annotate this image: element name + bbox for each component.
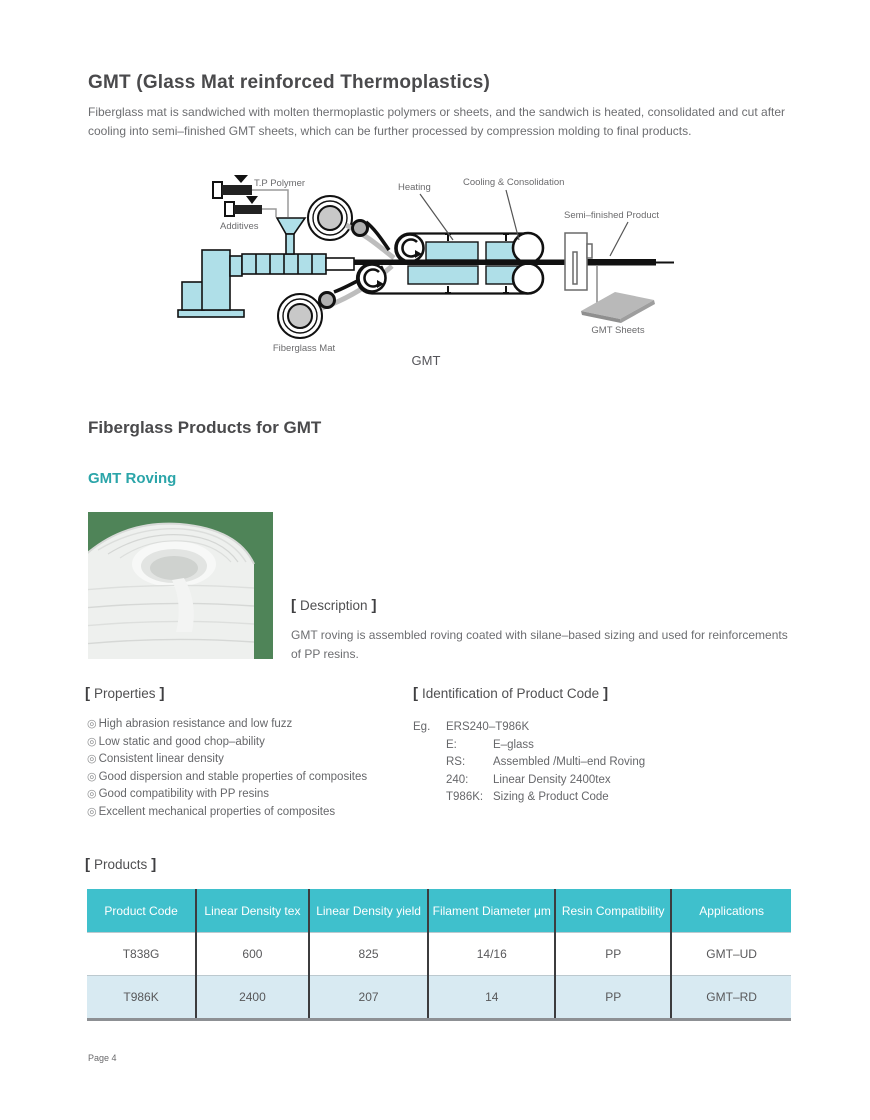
- ring-bullet-icon: ◎: [87, 735, 97, 748]
- code-row: 240: Linear Density 2400tex: [446, 773, 611, 786]
- product-subheading: GMT Roving: [88, 470, 177, 487]
- properties-heading: [ Properties ]: [85, 685, 165, 702]
- bracket-left: [: [85, 685, 90, 702]
- column-header: Linear Density tex: [196, 889, 309, 933]
- identification-block: [413, 719, 793, 807]
- guide-roll-bottom-icon: [320, 293, 335, 308]
- description-text: GMT roving is assembled roving coated with silane–based sizing and used for reinforcements of PP resins.: [291, 628, 788, 661]
- gmt-sheet-icon: [581, 292, 655, 323]
- additives-feeder-icon: [225, 196, 262, 216]
- label-tp-polymer: T.P Polymer: [254, 178, 306, 189]
- tp-polymer-feeder-icon: [213, 175, 252, 198]
- intro-paragraph: Fiberglass mat is sandwiched with molten thermoplastic polymers or sheets, and the sandwich is heated, consolidated and cut after cooling into semi–finished GMT sheets, which can be further processed by compression molding to final products.: [88, 105, 786, 138]
- code-row: E: E–glass: [446, 738, 534, 751]
- product-strip-right: [580, 259, 656, 266]
- bracket-right: ]: [603, 685, 609, 702]
- identification-heading: [ Identification of Product Code ]: [413, 685, 609, 702]
- column-header: Product Code: [87, 889, 196, 933]
- gmt-roving-photo: [88, 512, 273, 659]
- fiberglass-mat-roll-top-icon: [308, 196, 352, 240]
- bracket-left: [: [85, 856, 90, 873]
- section-title: Fiberglass Products for GMT: [88, 418, 322, 437]
- column-header: Linear Density yield: [309, 889, 429, 933]
- description-heading: [ Description ]: [291, 597, 377, 614]
- table-header-row: [87, 889, 791, 933]
- table-row: T838G 600 825 14/16 PP GMT–UD: [87, 933, 791, 976]
- bracket-left: [: [413, 685, 418, 702]
- code-row: T986K: Sizing & Product Code: [446, 791, 609, 803]
- gmt-process-diagram: [176, 170, 676, 370]
- ring-bullet-icon: ◎: [87, 718, 97, 730]
- ring-bullet-icon: ◎: [87, 770, 97, 783]
- bracket-right: ]: [159, 685, 165, 702]
- ring-bullet-icon: ◎: [87, 753, 97, 765]
- label-heating: Heating: [398, 182, 431, 193]
- bracket-left: [: [291, 597, 296, 614]
- column-header: Applications: [671, 889, 791, 933]
- leader-semi-finished: [610, 222, 628, 256]
- feed-line-2: [262, 209, 276, 217]
- diagram-caption: GMT: [411, 353, 441, 368]
- page-number: Page 4: [88, 1053, 117, 1063]
- list-item: ◎ Consistent linear density: [87, 753, 224, 765]
- properties-list: [87, 716, 417, 821]
- column-header: Resin Compatibility: [555, 889, 671, 933]
- table-row: T986K 2400 207 14 PP GMT–RD: [87, 976, 791, 1020]
- fiberglass-mat-roll-bottom-icon: [278, 294, 322, 338]
- list-item: ◎ High abrasion resistance and low fuzz: [87, 718, 293, 730]
- label-cooling: Cooling & Consolidation: [463, 177, 565, 188]
- label-gmt-sheets: GMT Sheets: [591, 325, 645, 336]
- example-code-row: Eg. ERS240–T986K: [413, 719, 793, 737]
- ring-bullet-icon: ◎: [87, 805, 97, 818]
- ring-bullet-icon: ◎: [87, 788, 97, 800]
- bracket-right: ]: [151, 856, 157, 873]
- label-fiberglass-mat: Fiberglass Mat: [272, 343, 336, 354]
- products-heading: [ Products ]: [85, 856, 157, 873]
- product-strip-left: [354, 260, 568, 266]
- guide-roll-top-icon: [353, 221, 368, 236]
- label-semi-finished: Semi–finished Product: [564, 210, 660, 221]
- bracket-right: ]: [371, 597, 377, 614]
- label-additives: Additives: [220, 221, 259, 232]
- product-code-example: ERS240–T986K: [446, 721, 530, 733]
- list-item: ◎ Low static and good chop–ability: [87, 735, 265, 748]
- products-table: [87, 889, 791, 1021]
- code-row: RS: Assembled /Multi–end Roving: [446, 756, 646, 768]
- column-header: Filament Diameter μm: [428, 889, 555, 933]
- list-item: ◎ Good compatibility with PP resins: [87, 788, 270, 800]
- list-item: ◎ Excellent mechanical properties of composites: [87, 805, 336, 818]
- list-item: ◎ Good dispersion and stable properties of composites: [87, 770, 368, 783]
- page-title: GMT (Glass Mat reinforced Thermoplastics): [88, 72, 491, 93]
